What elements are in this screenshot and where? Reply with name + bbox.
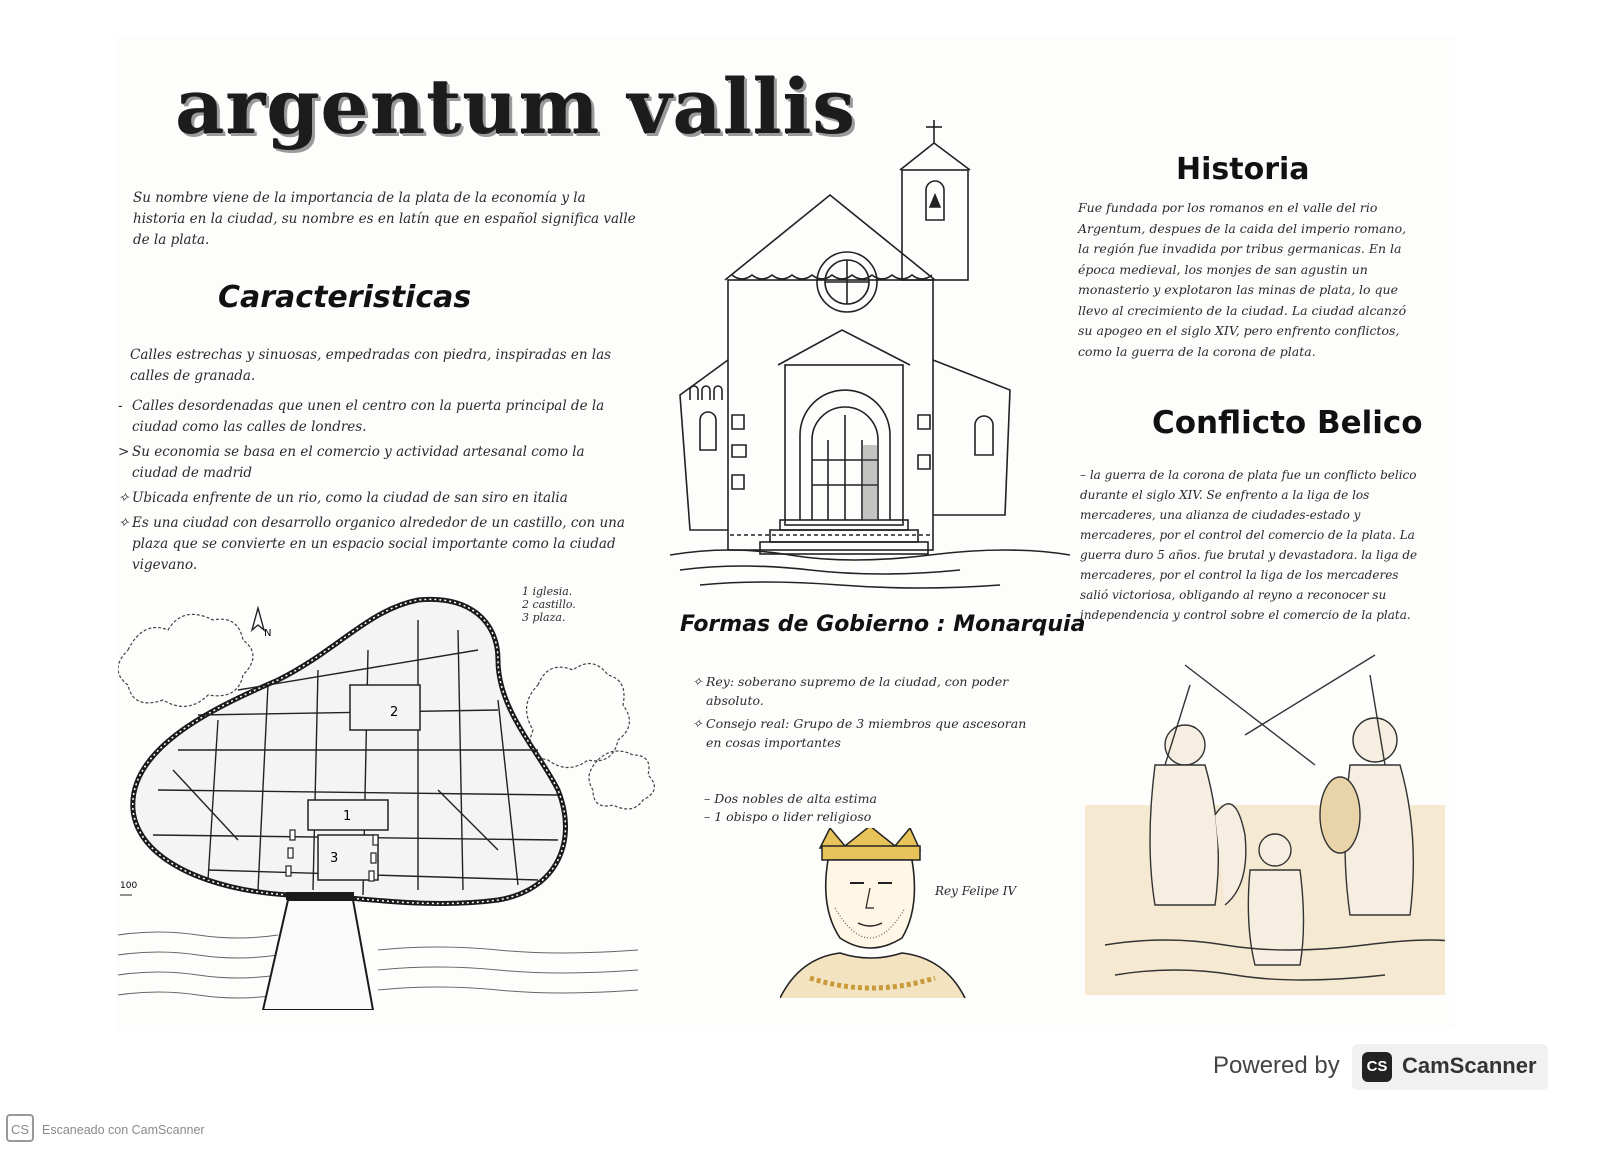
page-title: argentum vallis	[175, 62, 857, 151]
conflicto-text: – la guerra de la corona de plata fue un conflicto belico durante el siglo XIV. Se enfrento a la liga de los mercaderes, una alianza de ciudades-estado y mercaderes, por el control del comercio de la plata. La guerra duro 5 años. fue brutal y devastadora. la liga de mercaderes, por el control la liga de los mercaderes salió victoriosa, obligando al reyno a reconocer su independencia y control sobre el comercio de la plata.	[1080, 468, 1418, 622]
map-label-1: 1	[343, 809, 352, 824]
north-arrow-icon	[252, 608, 264, 630]
camscanner-brand: CamScanner	[1402, 1053, 1537, 1078]
map-label-2: 2	[390, 705, 399, 720]
intro-text: Su nombre viene de la importancia de la plata de la economía y la historia en la ciudad, su nombre es en latín que en español significa valle de la plata.	[133, 190, 636, 248]
legend-entry: 3 plaza.	[522, 611, 566, 624]
gobierno-heading: Formas de Gobierno : Monarquia	[680, 612, 1086, 637]
gobierno-list	[692, 672, 1032, 756]
camscanner-logo-icon: CS	[1362, 1052, 1392, 1082]
car-item: - Calles desordenadas que unen el centro con la puerta principal de la ciudad como las calles de londres.	[118, 396, 633, 438]
scanner-watermark-icon: CS	[6, 1114, 34, 1142]
caracteristicas-list	[118, 396, 633, 580]
sword-right-icon	[1245, 655, 1375, 735]
gobierno-subitem: – Dos nobles de alta estima	[704, 791, 877, 806]
scale-label: 100	[120, 881, 138, 891]
battle-illustration	[1085, 645, 1445, 1005]
gobierno-subitem: – 1 obispo o lider religioso	[704, 809, 872, 824]
caracteristicas-lead: Calles estrechas y sinuosas, empedradas con piedra, inspiradas en las calles de granada.	[130, 347, 612, 384]
conflicto-heading: Conflicto Belico	[1152, 405, 1423, 441]
legend-entry: 2 castillo.	[522, 598, 576, 611]
car-item: ✧ Ubicada enfrente de un rio, como la ciudad de san siro en italia	[118, 488, 633, 509]
powered-by-text: Powered by	[1213, 1052, 1340, 1079]
map-label-3: 3	[330, 851, 339, 866]
scanner-watermark-text: Escaneado con CamScanner	[42, 1123, 205, 1137]
king-illustration	[780, 828, 970, 998]
legend-entry: 1 iglesia.	[522, 585, 573, 598]
church-illustration	[670, 115, 1070, 595]
north-label: N	[264, 628, 272, 639]
historia-text: Fue fundada por los romanos en el valle del rio Argentum, despues de la caida del imperio romano, la región fue invadida por tribus germanicas. En la época medieval, los monjes de san agustin un monasterio y explotaron las minas de plata, lo que llevo al crecimiento de la ciudad. La ciudad alcanzó su apogeo en el siglo XIV, pero enfrento conflictos, como la guerra de la corona de plata.	[1078, 200, 1407, 359]
king-caption: Rey Felipe IV	[935, 884, 1017, 898]
car-item: > Su economia se basa en el comercio y actividad artesanal como la ciudad de madrid	[118, 442, 633, 484]
camscanner-badge[interactable]	[1352, 1044, 1548, 1090]
historia-heading: Historia	[1176, 152, 1310, 187]
gob-item: ✧ Consejo real: Grupo de 3 miembros que ascesoran en cosas importantes	[692, 714, 1032, 752]
city-map	[118, 590, 678, 1010]
gobierno-subitems	[704, 790, 1004, 826]
car-item: ✧ Es una ciudad con desarrollo organico alrededor de un castillo, con una plaza que se convierte en un espacio social importante como la ciudad vigevano.	[118, 513, 633, 576]
caracteristicas-heading: Caracteristicas	[218, 280, 472, 315]
gob-item: ✧ Rey: soberano supremo de la ciudad, con poder absoluto.	[692, 672, 1032, 710]
